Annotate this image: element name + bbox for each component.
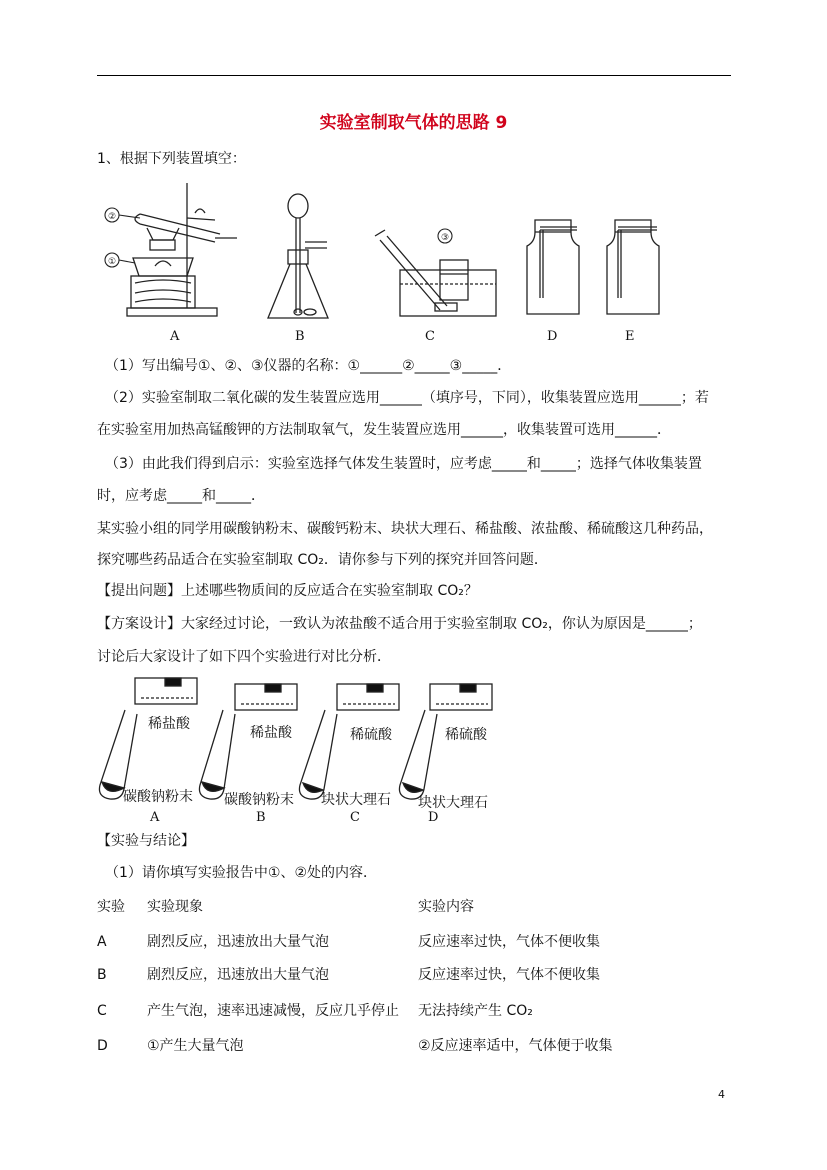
- conclusion-intro: （1）请你填写实验报告中①、②处的内容．: [105, 865, 378, 881]
- tube-a-solid: 碳酸钠粉末: [123, 789, 193, 805]
- q1-line-8: 【提出问题】上述哪些物质间的反应适合在实验室制取 CO₂？: [97, 583, 478, 599]
- tube-b-solid: 碳酸钠粉末: [224, 792, 294, 808]
- page-number: 4: [718, 1088, 725, 1101]
- page-title: 实验室制取气体的思路 9: [319, 113, 508, 133]
- tube-a-letter: A: [150, 810, 160, 825]
- apparatus-figure: [95, 178, 665, 348]
- marker-1: ①: [107, 257, 117, 267]
- label-c: C: [425, 329, 435, 344]
- table-row-a-id: A: [97, 934, 107, 950]
- tube-d-acid: 稀硫酸: [445, 727, 487, 743]
- tube-b-letter: B: [256, 810, 266, 825]
- conclusion-heading: 【实验与结论】: [97, 833, 195, 849]
- label-e: E: [625, 329, 635, 344]
- q1-line-5: 时，应考虑_____和_____．: [97, 488, 265, 504]
- q1-line-4: （3）由此我们得到启示：实验室选择气体发生装置时，应考虑_____和_____；选择气体收集装置: [105, 456, 702, 472]
- q1-line-3: 在实验室用加热高锰酸钾的方法制取氧气，发生装置应选用______，收集装置可选用______．: [97, 422, 671, 438]
- apparatus-b: [268, 194, 328, 318]
- label-b: B: [295, 329, 305, 344]
- table-header-phenomenon: 实验现象: [147, 899, 203, 915]
- table-row-a-content: 反应速率过快，气体不便收集: [418, 934, 600, 950]
- table-row-a-phenomenon: 剧烈反应，迅速放出大量气泡: [147, 934, 329, 950]
- table-row-b-content: 反应速率过快，气体不便收集: [418, 967, 600, 983]
- tube-a-acid: 稀盐酸: [148, 716, 190, 732]
- table-row-c-content: 无法持续产生 CO₂: [418, 1003, 533, 1019]
- apparatus-e: [607, 220, 659, 314]
- q1-line-6: 某实验小组的同学用碳酸钠粉末、碳酸钙粉末、块状大理石、稀盐酸、浓盐酸、稀硫酸这几种药品，: [97, 521, 713, 537]
- label-a: A: [170, 329, 180, 344]
- tube-a: [99, 678, 197, 799]
- table-row-d-id: D: [97, 1038, 108, 1054]
- table-row-b-id: B: [97, 967, 107, 983]
- table-header-content: 实验内容: [418, 899, 474, 915]
- q1-line-9: 【方案设计】大家经过讨论，一致认为浓盐酸不适合用于实验室制取 CO₂，你认为原因是______；: [97, 616, 702, 632]
- tube-b-acid: 稀盐酸: [250, 725, 292, 741]
- tube-c-solid: 块状大理石: [321, 792, 391, 808]
- table-row-d-phenomenon: ①产生大量气泡: [147, 1038, 244, 1054]
- tube-c-acid: 稀硫酸: [350, 727, 392, 743]
- apparatus-d: [527, 220, 579, 314]
- q1-line-2: （2）实验室制取二氧化碳的发生装置应选用______（填序号，下同），收集装置应选用______；若: [105, 390, 709, 406]
- tube-d-solid: 块状大理石: [418, 795, 488, 811]
- label-d: D: [547, 329, 558, 344]
- table-row-b-phenomenon: 剧烈反应，迅速放出大量气泡: [147, 967, 329, 983]
- q1-line-7: 探究哪些药品适合在实验室制取 CO₂．请你参与下列的探究并回答问题．: [97, 552, 548, 568]
- tube-d-letter: D: [428, 810, 439, 825]
- table-row-d-content: ②反应速率适中，气体便于收集: [418, 1038, 613, 1054]
- q1-line-1: （1）写出编号①、②、③仪器的名称：①______②_____③_____．: [105, 358, 512, 374]
- apparatus-a: [127, 183, 237, 316]
- apparatus-c: [375, 230, 496, 316]
- question-heading: 1、根据下列装置填空：: [97, 151, 246, 167]
- header-rule: [97, 75, 731, 76]
- marker-3: ③: [440, 233, 450, 243]
- table-row-c-id: C: [97, 1003, 107, 1019]
- table-row-c-phenomenon: 产生气泡，速率迅速减慢，反应几乎停止: [147, 1003, 399, 1019]
- q1-line-10: 讨论后大家设计了如下四个实验进行对比分析．: [97, 649, 391, 665]
- tube-c-letter: C: [350, 810, 360, 825]
- marker-2: ②: [107, 212, 117, 222]
- table-header-experiment: 实验: [97, 899, 125, 915]
